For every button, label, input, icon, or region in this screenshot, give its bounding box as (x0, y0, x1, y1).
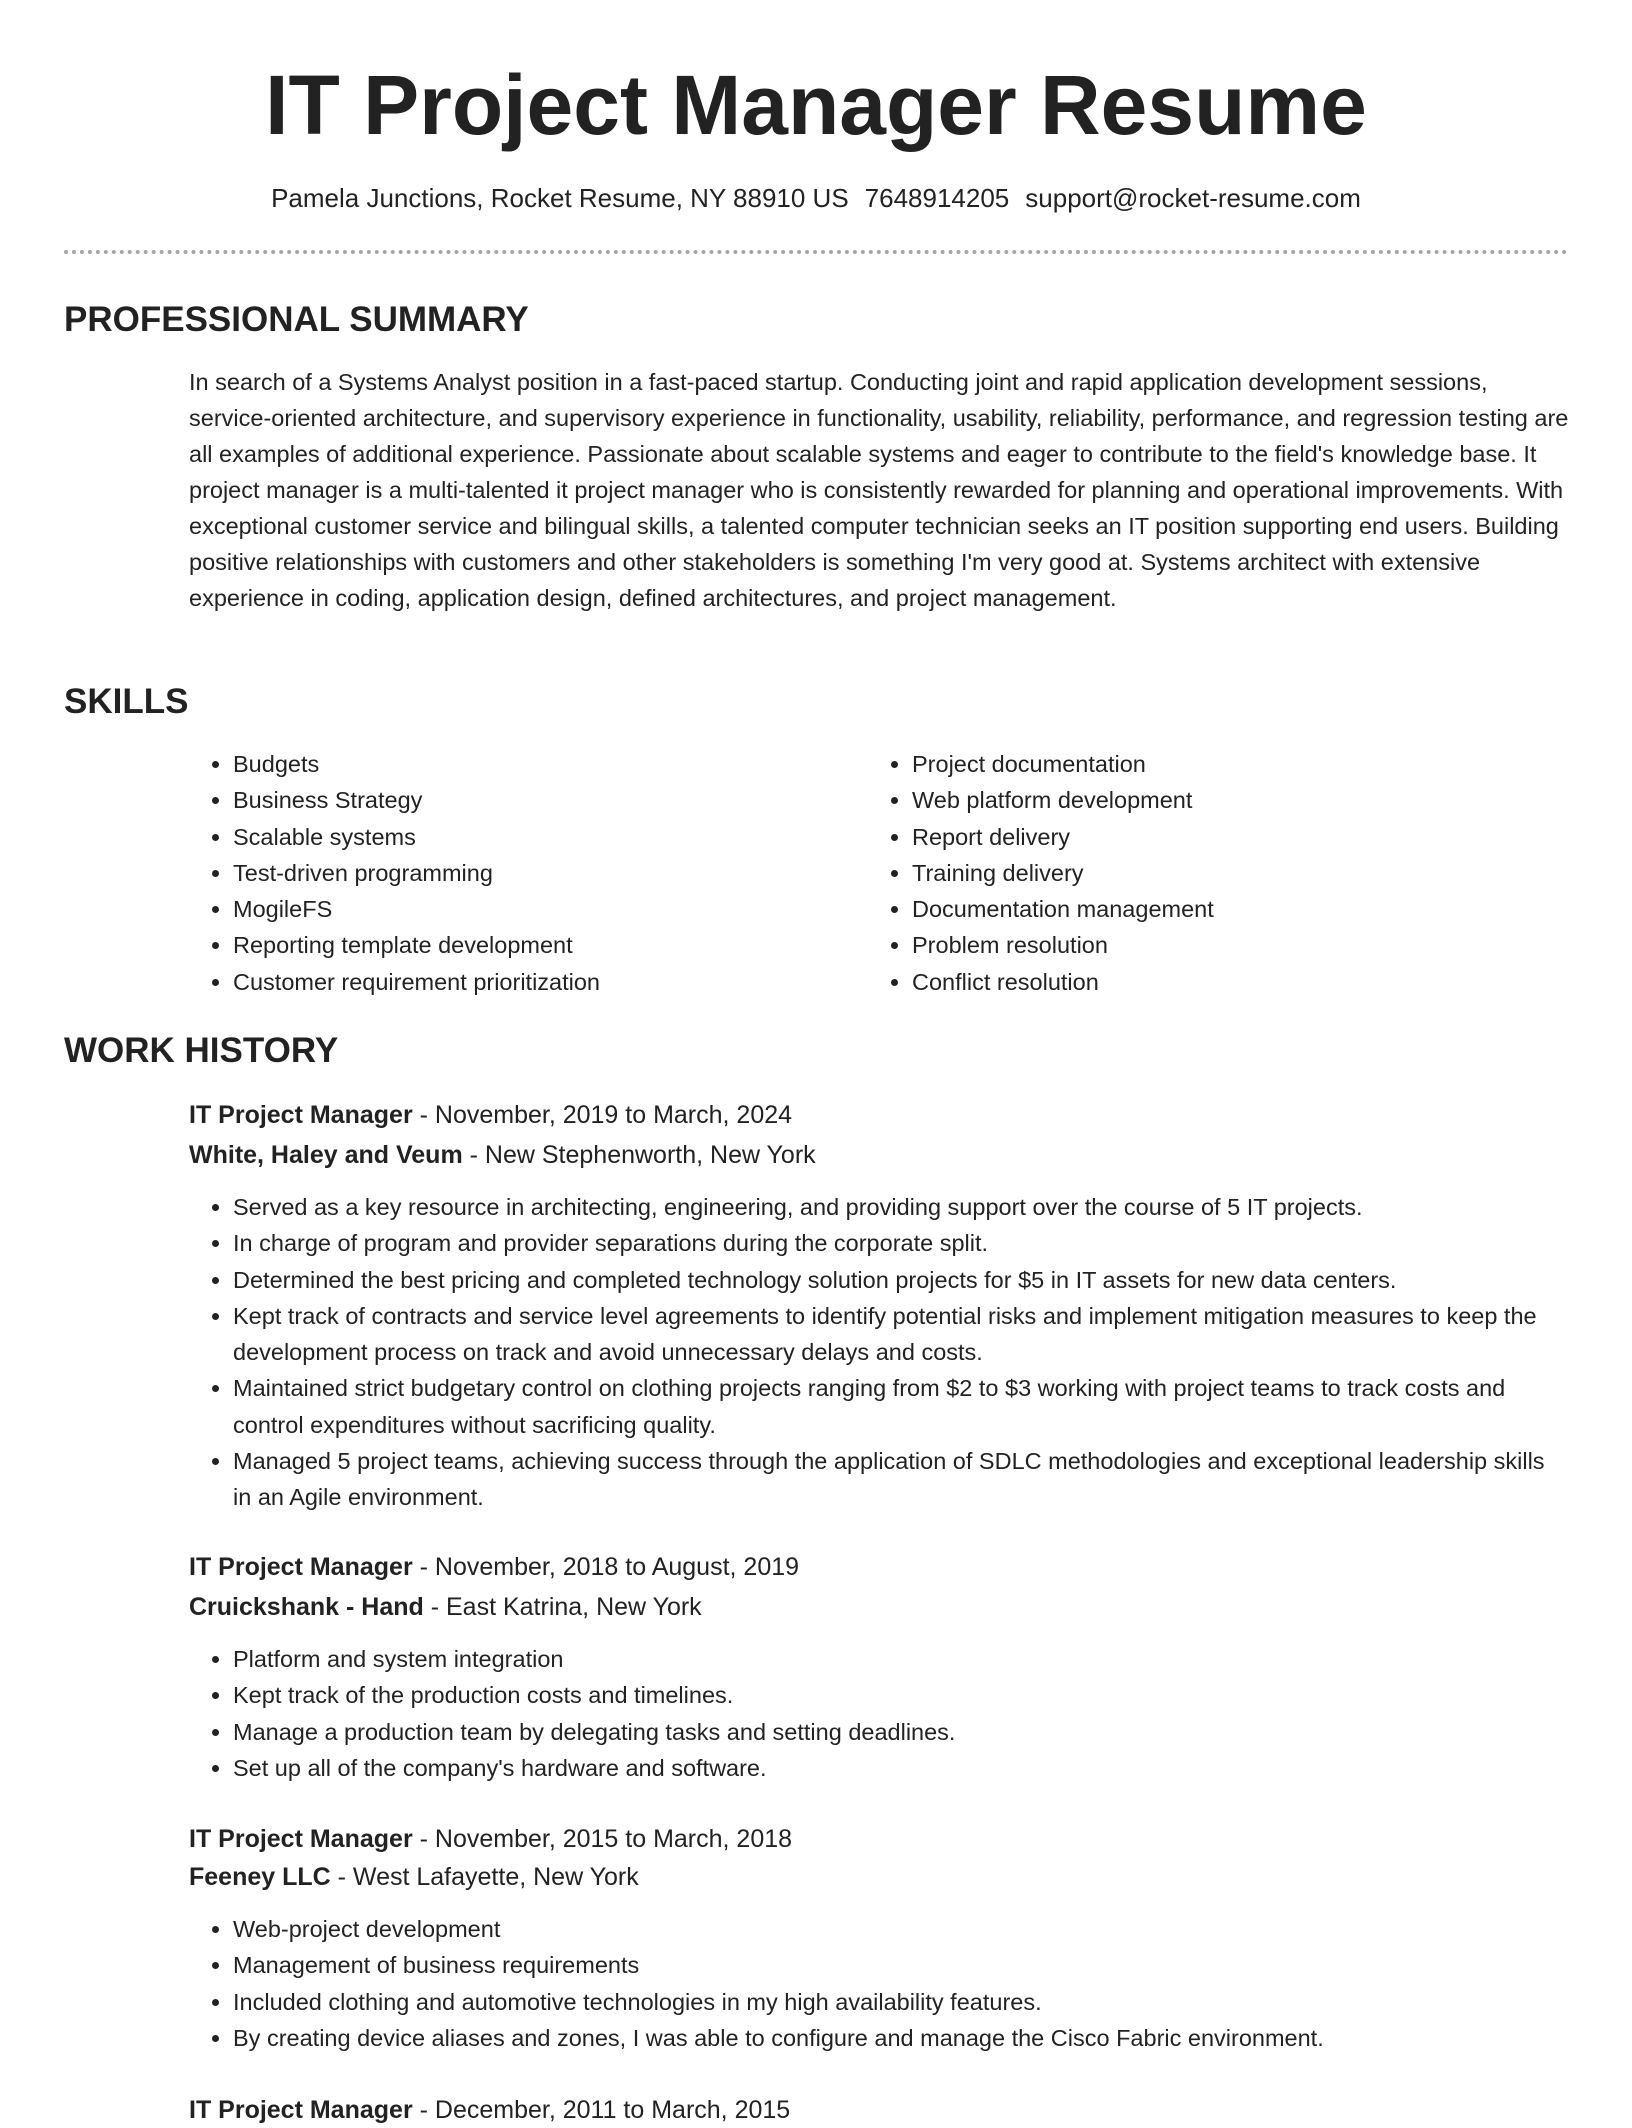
job-company: Feeney LLC (189, 1863, 331, 1891)
skill-item: • Test-driven programming (233, 855, 829, 891)
job-company: White, Haley and Veum (189, 1141, 463, 1169)
skill-item: • Web platform development (912, 782, 1508, 818)
work-history-heading: WORK HISTORY (64, 1031, 339, 1070)
skills-list-left (189, 746, 829, 1000)
job-company: Cruickshank - Hand (189, 1593, 424, 1621)
skill-item: • Business Strategy (233, 782, 829, 818)
summary-text: In search of a Systems Analyst position in a fast-paced startup. Conducting joint and rapid application development sessions, service-oriented architecture, and supervisory experience in functionality, usability, reliability, performance, and regression testing are all examples of additional experience. Passionate about scalable systems and eager to contribute to the field's knowledge base. It project manager is a multi-talented it project manager who is consistently rewarded for planning and operational improvements. With exceptional customer service and bilingual skills, a talented computer technician seeks an IT position supporting end users. Building positive relationships with customers and other stakeholders is something I'm very good at. Systems architect with extensive experience in coding, application design, defined architectures, and project management. (189, 369, 1569, 611)
job-bullet: • Managed 5 project teams, achieving success through the application of SDLC methodologies and exceptional leadership skills in an Agile environment. (233, 1443, 1569, 1516)
job-title: IT Project Manager (189, 2096, 413, 2124)
job-dates: - November, 2019 to March, 2024 (412, 1101, 793, 1129)
job-bullet: • Management of business requirements (233, 1947, 1569, 1983)
job-bullet: • Set up all of the company's hardware and software. (233, 1750, 1569, 1786)
job-bullet: • Served as a key resource in architecting, engineering, and providing support over the course of 5 IT projects. (233, 1189, 1569, 1225)
skill-item: • Project documentation (912, 746, 1508, 782)
job-location: - East Katrina, New York (423, 1593, 702, 1621)
skill-item: • Report delivery (912, 819, 1508, 855)
skill-item: • MogileFS (233, 891, 829, 927)
job-title: IT Project Manager (189, 1553, 413, 1581)
skill-item: • Problem resolution (912, 927, 1508, 963)
job-dates: - November, 2018 to August, 2019 (412, 1553, 800, 1581)
job-company-line (189, 1137, 1569, 1173)
job-company-line (189, 1589, 1569, 1625)
skill-item: • Customer requirement prioritization (233, 964, 829, 1000)
job-company-line (189, 1859, 1569, 1895)
job-bullets (189, 1189, 1569, 1516)
job-bullet: • By creating device aliases and zones, I was able to configure and manage the Cisco Fabric environment. (233, 2020, 1569, 2056)
job-bullet: • In charge of program and provider separations during the corporate split. (233, 1225, 1569, 1261)
job-bullet: • Maintained strict budgetary control on clothing projects ranging from $2 to $3 working with project teams to track costs and control expenditures without sacrificing quality. (233, 1370, 1569, 1443)
summary-heading: PROFESSIONAL SUMMARY (64, 300, 529, 339)
skill-item: • Scalable systems (233, 819, 829, 855)
job-bullet: • Platform and system integration (233, 1641, 1569, 1677)
job-title-line (189, 2092, 1569, 2128)
contact-address: Pamela Junctions, Rocket Resume, NY 88910 US (271, 183, 849, 213)
job-bullets (189, 1911, 1569, 2056)
job-bullet: • Web-project development (233, 1911, 1569, 1947)
job-bullets (189, 1641, 1569, 1786)
job-bullet: • Manage a production team by delegating tasks and setting deadlines. (233, 1714, 1569, 1750)
job-bullet: • Included clothing and automotive technologies in my high availability features. (233, 1984, 1569, 2020)
header-divider (64, 250, 1568, 254)
job-dates: - November, 2015 to March, 2018 (412, 1825, 793, 1853)
job-title: IT Project Manager (189, 1101, 413, 1129)
contact-phone: 7648914205 (864, 183, 1010, 213)
job-bullet: • Kept track of contracts and service level agreements to identify potential risks and implement mitigation measures to keep the development process on track and avoid unnecessary delays and costs. (233, 1298, 1569, 1371)
page-title: IT Project Manager Resume (265, 58, 1367, 152)
job-bullet: • Determined the best pricing and completed technology solution projects for $5 in IT assets for new data centers. (233, 1262, 1569, 1298)
skill-item: • Reporting template development (233, 927, 829, 963)
job-title-line (189, 1097, 1569, 1133)
skill-item: • Training delivery (912, 855, 1508, 891)
skill-item: • Documentation management (912, 891, 1508, 927)
job-dates: - December, 2011 to March, 2015 (412, 2096, 791, 2124)
contact-line (0, 180, 1632, 216)
job-location: - New Stephenworth, New York (462, 1141, 816, 1169)
job-title-line (189, 1549, 1569, 1585)
job-title-line (189, 1821, 1569, 1857)
skill-item: • Budgets (233, 746, 829, 782)
job-location: - West Lafayette, New York (330, 1863, 639, 1891)
skill-item: • Conflict resolution (912, 964, 1508, 1000)
job-bullet: • Kept track of the production costs and timelines. (233, 1677, 1569, 1713)
skills-list-right (868, 746, 1508, 1000)
skills-heading: SKILLS (64, 682, 189, 721)
contact-email: support@rocket-resume.com (1025, 183, 1361, 213)
job-title: IT Project Manager (189, 1825, 413, 1853)
